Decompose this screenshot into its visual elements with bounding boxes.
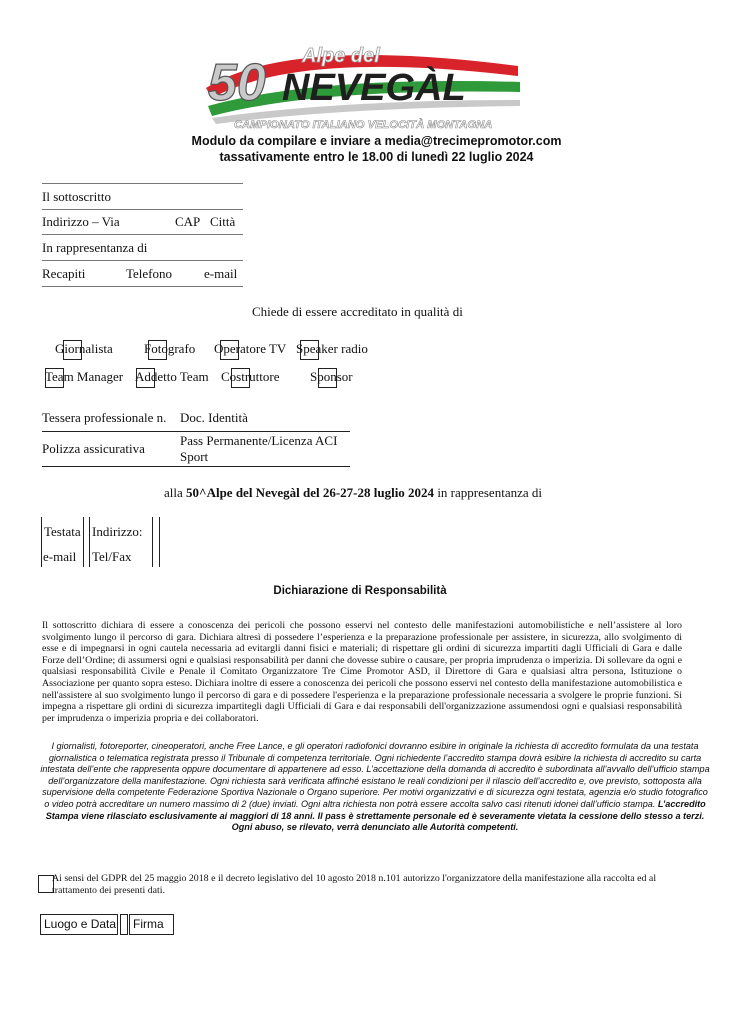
divider bbox=[42, 466, 350, 467]
logo-small-title: Alpe del bbox=[302, 45, 380, 67]
divider bbox=[42, 209, 243, 210]
field-citta-label: Città bbox=[210, 214, 236, 229]
testata-label: Testata bbox=[44, 524, 81, 539]
category-sponsor-label: Sponsor bbox=[310, 369, 353, 384]
category-speaker-radio-label: Speaker radio bbox=[296, 341, 368, 356]
firma-label: Firma bbox=[133, 917, 164, 931]
field-indirizzo-label: Indirizzo – Via bbox=[42, 214, 120, 229]
event-name: 50^Alpe del Nevegàl del 26-27-28 luglio 2024 bbox=[186, 485, 435, 500]
category-costruttore-label: Costruttore bbox=[221, 369, 280, 384]
accreditation-rules-text: I giornalisti, fotoreporter, cineoperatori, anche Free Lance, e gli operatori radiofonici dovranno esibire in originale la richiesta di accredito formulata da una testata giornalistica o telematica registrata presso il Tribunale di competenza territoriale. Ogni richiedente l’accredito stampa dovrà esibire la richiesta di accredito su carta intestata dell’ente che rappresenta oppure documentare di appartenere ad esso. L’accettazione della domanda di accredito è subordinata all’avvallo dell’ufficio stampa dell’organizzatore della manifestazione. Ogni richiesta sarà verificata affinché esistano le reali condizioni per il rilascio dell’accredito e, ove previsto, sottoposta alla supervisione della competente Federazione Sportiva Nazionale o Organo superiore. Per motivi organizzativi e di sicurezza ogni testata, agenzia e/o studio fotografico o video potrà accreditare un numero massimo di 2 (due) inviati. Ogni altra richiesta non potrà essere accolta salvo casi ritenuti idonei dall’ufficio stampa. bbox=[40, 741, 710, 809]
divider bbox=[42, 234, 243, 235]
logo-subtitle: CAMPIONATO ITALIANO VELOCITÀ MONTAGNA bbox=[234, 119, 493, 131]
header-instructions: Modulo da compilare e inviare a media@trecimepromotor.com bbox=[191, 134, 562, 148]
category-operatore-tv-label: Operatore TV bbox=[214, 341, 287, 356]
tessera-label: Tessera professionale n. bbox=[42, 410, 167, 425]
grid-line bbox=[41, 517, 42, 567]
accreditation-rules bbox=[40, 741, 710, 834]
luogo-data-label: Luogo e Data bbox=[44, 917, 117, 931]
pass-label-line2: Sport bbox=[180, 449, 209, 464]
grid-line bbox=[89, 517, 90, 567]
logo-graphic bbox=[198, 36, 528, 136]
field-email-label: e-mail bbox=[204, 266, 238, 281]
header-deadline: tassativamente entro le 18.00 di lunedì 22 luglio 2024 bbox=[219, 150, 534, 164]
email-pub-label: e-mail bbox=[43, 549, 77, 564]
spacer-cell bbox=[120, 914, 128, 935]
pass-label-line1: Pass Permanente/Licenza ACI bbox=[180, 433, 338, 448]
field-cap-label: CAP bbox=[175, 214, 201, 229]
field-telefono-label: Telefono bbox=[126, 266, 173, 281]
divider bbox=[42, 183, 243, 184]
field-rappresentanza-label: In rappresentanza di bbox=[42, 240, 148, 255]
doc-identita-label: Doc. Identità bbox=[180, 410, 248, 425]
grid-line bbox=[152, 517, 153, 567]
grid-line bbox=[83, 517, 84, 567]
event-suffix: in rappresentanza di bbox=[437, 485, 542, 500]
event-logo bbox=[198, 36, 528, 136]
telfax-label: Tel/Fax bbox=[92, 549, 132, 564]
category-addetto-team-label: Addetto Team bbox=[135, 369, 209, 384]
event-prefix: alla bbox=[164, 485, 183, 500]
logo-big-title: NEVEGÀL bbox=[282, 67, 466, 109]
field-recapiti-label: Recapiti bbox=[42, 266, 86, 281]
divider bbox=[42, 431, 350, 432]
polizza-label: Polizza assicurativa bbox=[42, 441, 145, 456]
declaration-body: Il sottoscritto dichiara di essere a conoscenza dei pericoli che possono esservi nel contesto delle manifestazioni automobilistiche e nell’assistere al loro svolgimento lungo il percorso di gara. Dichiara altresì di possedere l’esperienza e la preparazione professionale per assistere, in sicurezza, allo svolgimento di esse e di impegnarsi in ogni cautela necessaria ad evitargli danni fisici e materiali; di rispettare gli ordini di sicurezza impartiti dagli Ufficiali di Gara e dalle Forze dell’Ordine; di assumersi ogni e qualsiasi responsabilità per danni che dovesse subire o causare, per propria imprudenza o imperizia. Di sollevare da ogni e qualsiasi responsabilità Civile e Penale il Comitato Organizzatore Tre Cime Promotor ASD, il Direttore di Gara e qualsiasi altra persona, Istituzione o Associazione per quanto sopra esteso. Dichiara inoltre di essere a conoscenza dei pericoli che possono esservi nel contesto della manifestazione automobilistica e nell'assistere al suo svolgimento lungo il percorso di gara e di possedere l'esperienza e la preparazione professionale necessaria a svolgere le proprie funzioni. Si impegna a rispettare gli ordini di sicurezza impartitegli dagli Ufficiali di Gara e dai responsabili dell'organizzazione assumendosi ogni e qualsiasi responsabilità per imprudenza o imperizia propria e dei collaboratori. bbox=[42, 620, 682, 724]
accreditation-rules-bold: L’accredito Stampa viene rilasciato esclusivamente ai maggiori di 18 anni. Il pass è strettamente personale ed è severamente vietata la cessione dello stesso a terzi. Ogni abuso, se rilevato, verrà denunciato alle Autorità competenti. bbox=[45, 798, 706, 833]
event-line bbox=[164, 485, 542, 501]
declaration-title: Dichiarazione di Responsabilità bbox=[273, 585, 447, 597]
category-giornalista-label: Giornalista bbox=[55, 341, 113, 356]
indirizzo-pub-label: Indirizzo: bbox=[92, 524, 143, 539]
divider bbox=[42, 260, 243, 261]
accreditation-request-text: Chiede di essere accreditato in qualità di bbox=[252, 304, 463, 319]
gdpr-consent-text: Ai sensi del GDPR del 25 maggio 2018 e il decreto legislativo del 10 agosto 2018 n.101 autorizzo l'organizzatore della manifestazione alla raccolta ed al trattamento dei presenti dati. bbox=[52, 873, 657, 896]
grid-line bbox=[159, 517, 160, 567]
logo-number: 50 bbox=[208, 54, 266, 112]
category-fotografo-label: Fotografo bbox=[144, 341, 196, 356]
field-sottoscritto-label: Il sottoscritto bbox=[42, 189, 111, 204]
category-team-manager-label: Team Manager bbox=[45, 369, 124, 384]
divider bbox=[42, 286, 243, 287]
